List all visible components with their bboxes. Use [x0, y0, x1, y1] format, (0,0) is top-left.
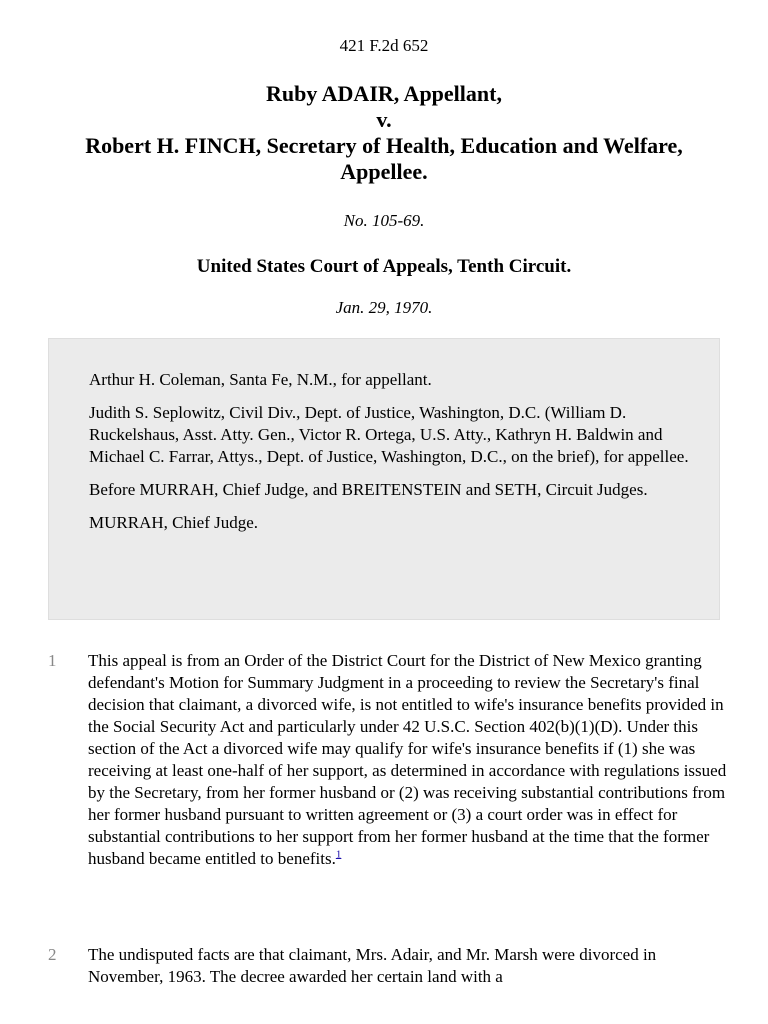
- case-citation: 421 F.2d 652: [339, 36, 429, 55]
- footnote-link[interactable]: 1: [335, 848, 342, 861]
- paragraph-2: [48, 944, 728, 988]
- title-appellee: Robert H. FINCH, Secretary of Health, Education and Welfare, Appellee.: [85, 133, 683, 184]
- court-name: United States Court of Appeals, Tenth Circuit.: [196, 256, 572, 277]
- counsel-box: [48, 338, 720, 620]
- title-versus: v.: [376, 107, 392, 132]
- paragraph-number: 1: [48, 651, 57, 670]
- counsel-appellee: Judith S. Seplowitz, Civil Div., Dept. of Justice, Washington, D.C. (William D. Ruckelshaus, Asst. Atty. Gen., Victor R. Ortega, U.S. Atty., Kathryn H. Baldwin and Michael C. Farrar, Attys., Dept. of Justice, Washington, D.C., on the brief), for appellee.: [89, 403, 689, 466]
- title-appellant: Ruby ADAIR, Appellant,: [266, 81, 502, 106]
- counsel-appellant: Arthur H. Coleman, Santa Fe, N.M., for appellant.: [89, 370, 432, 389]
- paragraph-1: [48, 650, 728, 870]
- paragraph-text: The undisputed facts are that claimant, Mrs. Adair, and Mr. Marsh were divorced in November, 1963. The decree awarded her certain land with a: [88, 945, 657, 986]
- opinion-author: MURRAH, Chief Judge.: [89, 513, 259, 532]
- decision-date: Jan. 29, 1970.: [335, 298, 433, 317]
- paragraph-body: This appeal is from an Order of the District Court for the District of New Mexico granting defendant's Motion for Summary Judgment in a proceeding to review the Secretary's final decision that claimant, a divorced wife, is not entitled to wife's insurance benefits provided in the Social Security Act and particularly under 42 U.S.C. Section 402(b)(1)(D). Under this section of the Act a divorced wife may qualify for wife's insurance benefits if (1) she was receiving at least one-half of her support, as determined in accordance with regulations issued by the Secretary, from her former husband or (2) was receiving substantial contributions from her former husband pursuant to written agreement or (3) a court order was in effect for substantial contributions to her support from her former husband at the time that the former husband became entitled to benefits.: [88, 651, 727, 868]
- case-title: [60, 81, 708, 185]
- panel-judges: Before MURRAH, Chief Judge, and BREITENSTEIN and SETH, Circuit Judges.: [89, 480, 648, 499]
- paragraph-number: 2: [48, 945, 57, 964]
- paragraph-text: [88, 650, 728, 870]
- docket-number: No. 105-69.: [343, 211, 425, 230]
